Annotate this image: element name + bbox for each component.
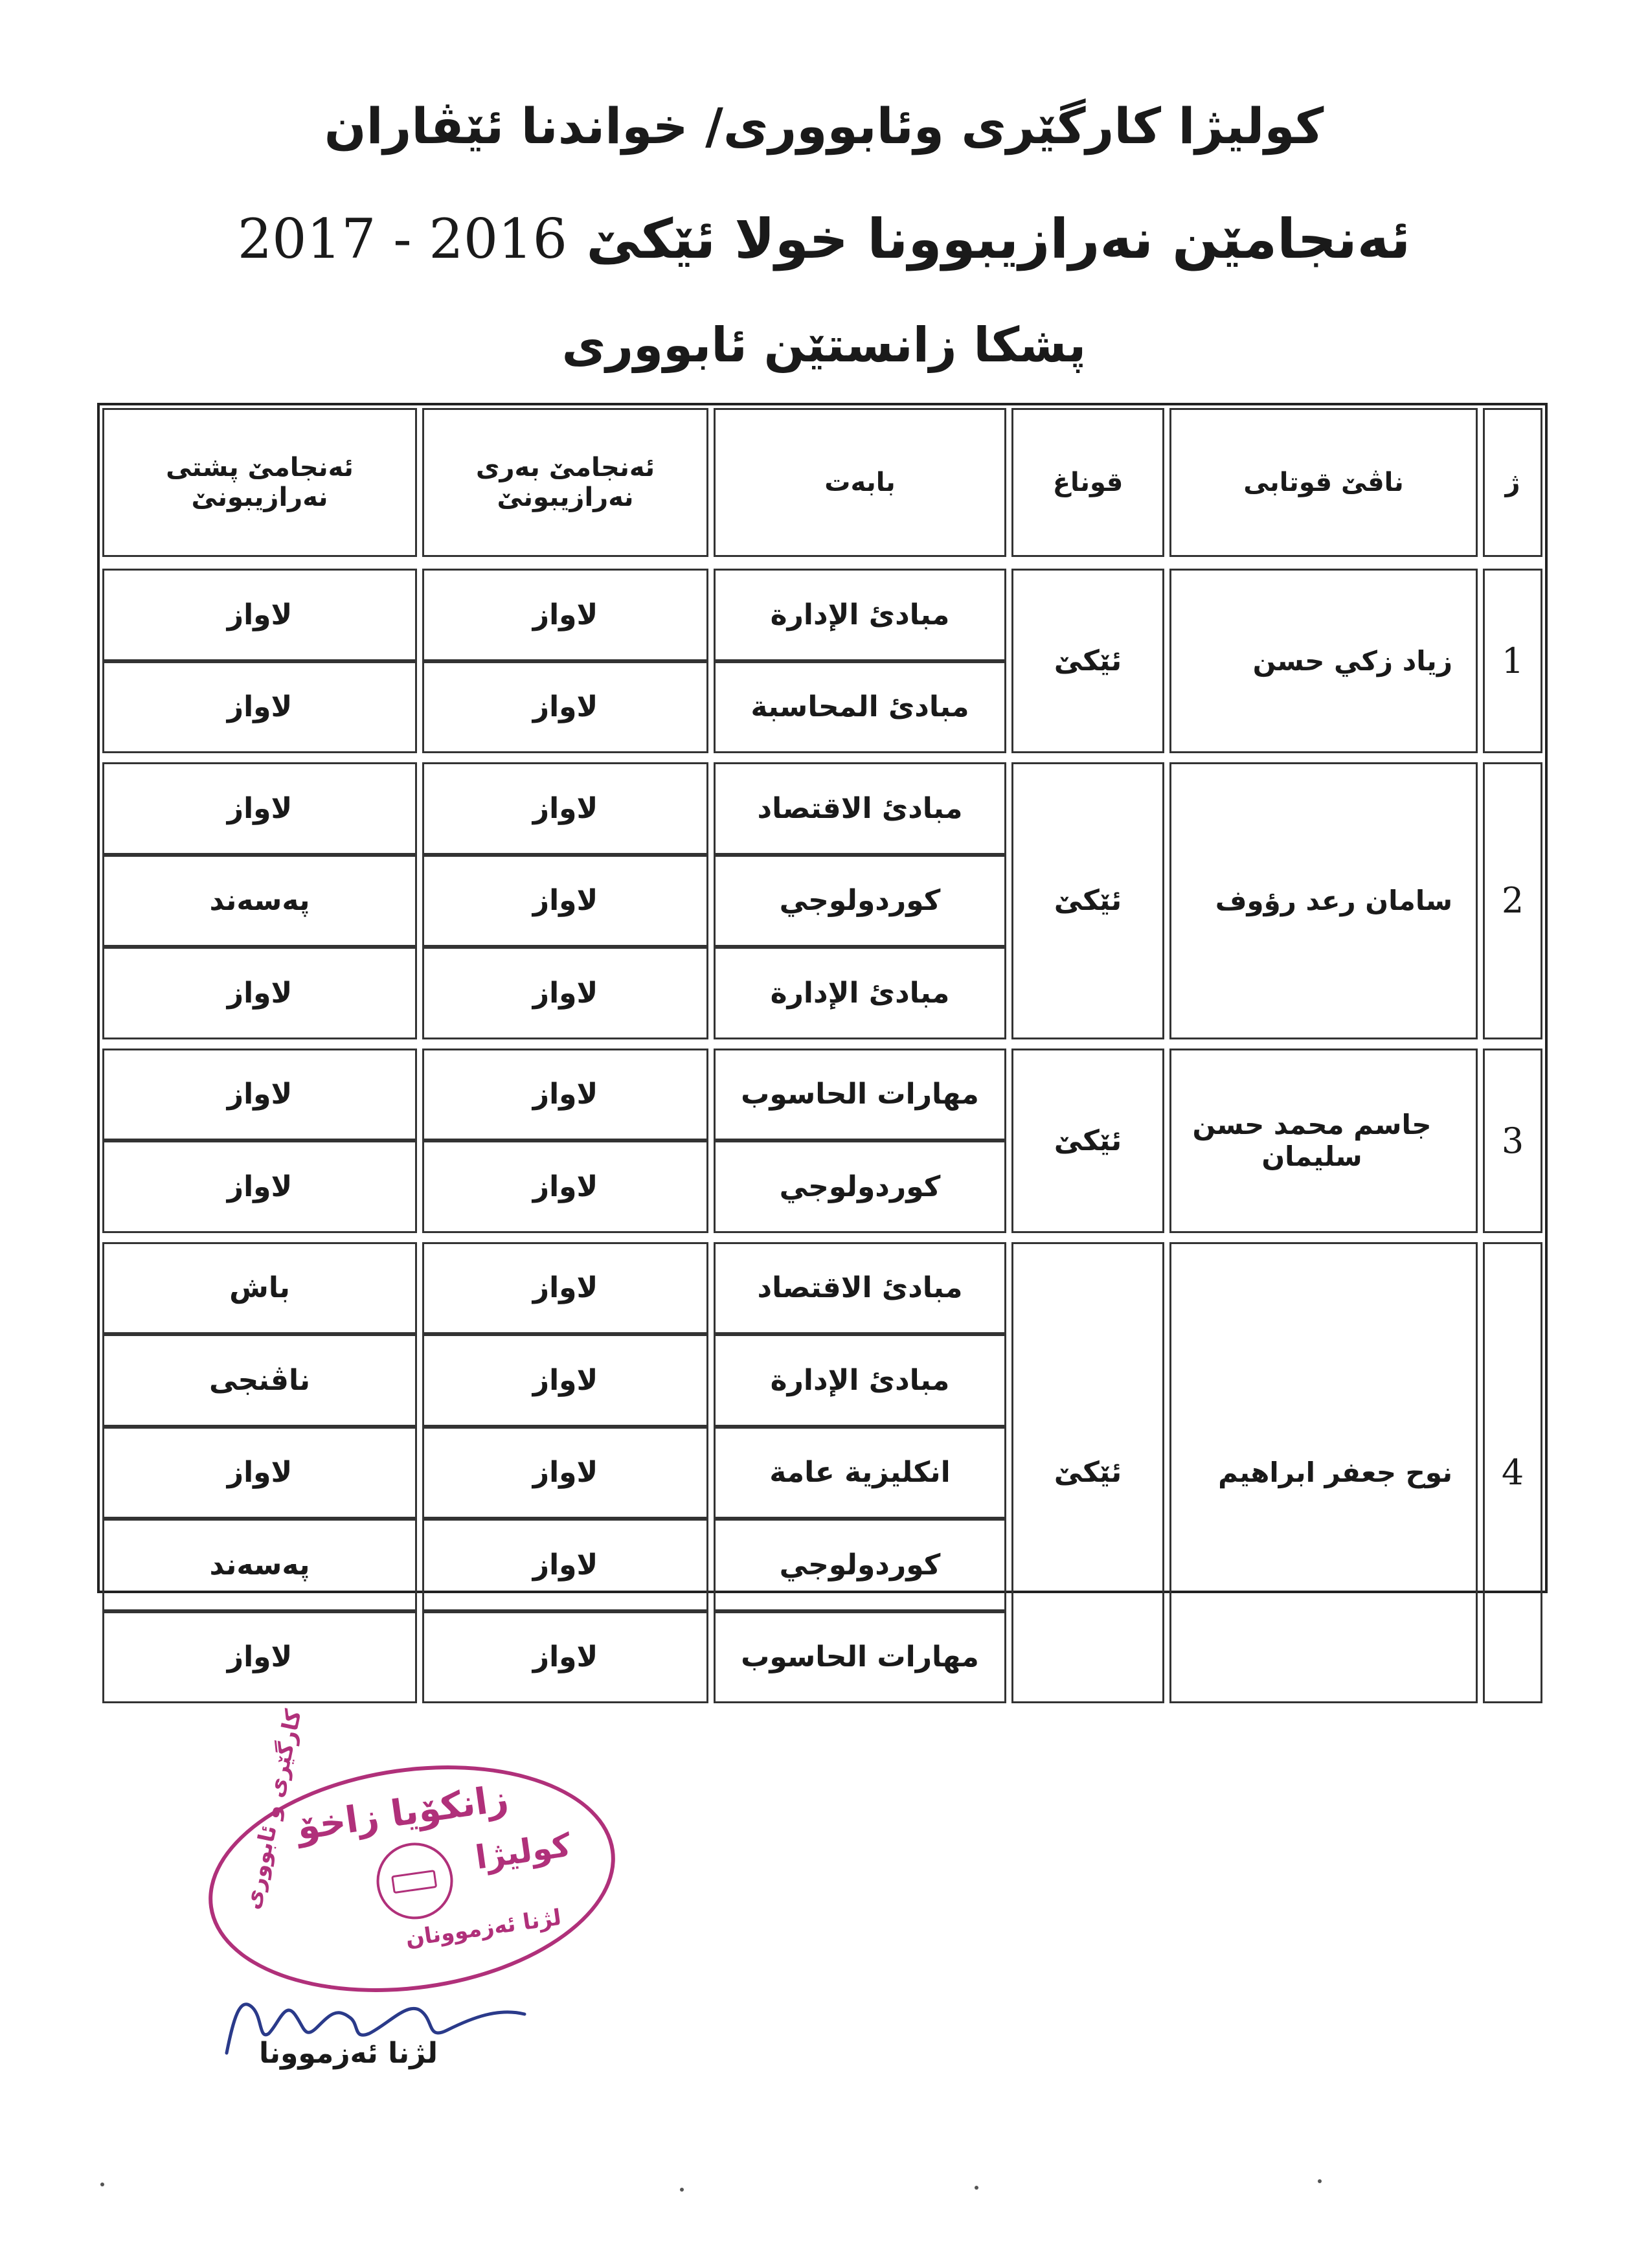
result-before: لاواز	[422, 1519, 708, 1611]
header-index: ژ	[1483, 408, 1542, 557]
subject-name: مبادئ الإدارة	[714, 569, 1006, 661]
subject-name: مبادئ الإدارة	[714, 947, 1006, 1039]
subject-name: مبادئ المحاسبة	[714, 661, 1006, 754]
signature-label: لژنا ئەزموونا	[259, 2037, 438, 2070]
result-before: لاواز	[422, 855, 708, 947]
header-subject: بابەت	[714, 408, 1006, 557]
document-title	[0, 207, 1648, 271]
student-name: نوح جعفر ابراهيم	[1169, 1242, 1478, 1704]
subject-name: كوردولوجي	[714, 1140, 1006, 1233]
scan-speck	[100, 2183, 104, 2186]
college-title: كوليژا كارگێری وئابووری/ خواندنا ئێڤاران	[324, 97, 1324, 155]
result-before: لاواز	[422, 661, 708, 754]
student-index: 4	[1483, 1242, 1542, 1704]
result-before: لاواز	[422, 762, 708, 855]
result-after: لاواز	[102, 661, 417, 754]
result-before: لاواز	[422, 1049, 708, 1141]
result-before: لاواز	[422, 569, 708, 661]
student-index: 2	[1483, 762, 1542, 1039]
subject-name: كوردولوجي	[714, 855, 1006, 947]
result-after: لاواز	[102, 762, 417, 855]
student-index: 1	[1483, 569, 1542, 753]
student-index: 3	[1483, 1049, 1542, 1233]
header-before: ئەنجامێ بەری نەرازیبونێ	[422, 408, 708, 557]
stamp-committee: لژنا ئەزموونان	[403, 1904, 563, 1953]
result-before: لاواز	[422, 1140, 708, 1233]
student-name: زياد زكي حسن	[1169, 569, 1478, 753]
result-before: لاواز	[422, 1334, 708, 1427]
result-after: لاواز	[102, 569, 417, 661]
result-after: لاواز	[102, 1427, 417, 1519]
header-name: ناڤێ قوتابی	[1169, 408, 1478, 557]
subject-name: كوردولوجي	[714, 1519, 1006, 1611]
result-before: لاواز	[422, 1242, 708, 1335]
result-after: پەسەند	[102, 1519, 417, 1611]
student-name: جاسم محمد حسن سليمان	[1169, 1049, 1478, 1233]
subject-name: مبادئ الاقتصاد	[714, 762, 1006, 855]
department-title: پشکا زانستێن ئابووری	[561, 317, 1087, 373]
title-text: ئەنجامێن نەرازیبوونا خولا ئێکێ	[586, 207, 1411, 271]
results-table	[97, 403, 1548, 1674]
result-after: لاواز	[102, 947, 417, 1039]
stamp-department: كارگێری و ئابووری	[239, 1707, 307, 1912]
subject-name: مهارات الحاسوب	[714, 1049, 1006, 1141]
subject-name: مبادئ الإدارة	[714, 1334, 1006, 1427]
result-after: لاواز	[102, 1049, 417, 1141]
university-seal-icon	[372, 1838, 458, 1924]
result-before: لاواز	[422, 1611, 708, 1704]
student-name: سامان رعد رؤوف	[1169, 762, 1478, 1039]
scan-speck	[680, 2188, 684, 2192]
stamp-college: كولیژا	[473, 1826, 574, 1877]
academic-year: 2017 - 2016	[237, 207, 568, 271]
result-before: لاواز	[422, 947, 708, 1039]
result-before: لاواز	[422, 1427, 708, 1519]
subject-name: مهارات الحاسوب	[714, 1611, 1006, 1704]
result-after: لاواز	[102, 1140, 417, 1233]
subject-name: انكليزية عامة	[714, 1427, 1006, 1519]
scan-speck	[1318, 2179, 1322, 2183]
subject-name: مبادئ الاقتصاد	[714, 1242, 1006, 1335]
student-stage: ئێکێ	[1011, 762, 1164, 1039]
student-stage: ئێکێ	[1011, 1242, 1164, 1704]
result-after: پەسەند	[102, 855, 417, 947]
scan-speck	[975, 2186, 978, 2190]
student-stage: ئێکێ	[1011, 1049, 1164, 1233]
student-stage: ئێکێ	[1011, 569, 1164, 753]
result-after: لاواز	[102, 1611, 417, 1704]
stamp-university: زانكۆیا زاخۆ	[294, 1777, 511, 1849]
result-after: باش	[102, 1242, 417, 1335]
header-after: ئەنجامێ پشتی نەرازیبونێ	[102, 408, 417, 557]
result-after: ناڤنجی	[102, 1334, 417, 1427]
header-stage: قوناغ	[1011, 408, 1164, 557]
